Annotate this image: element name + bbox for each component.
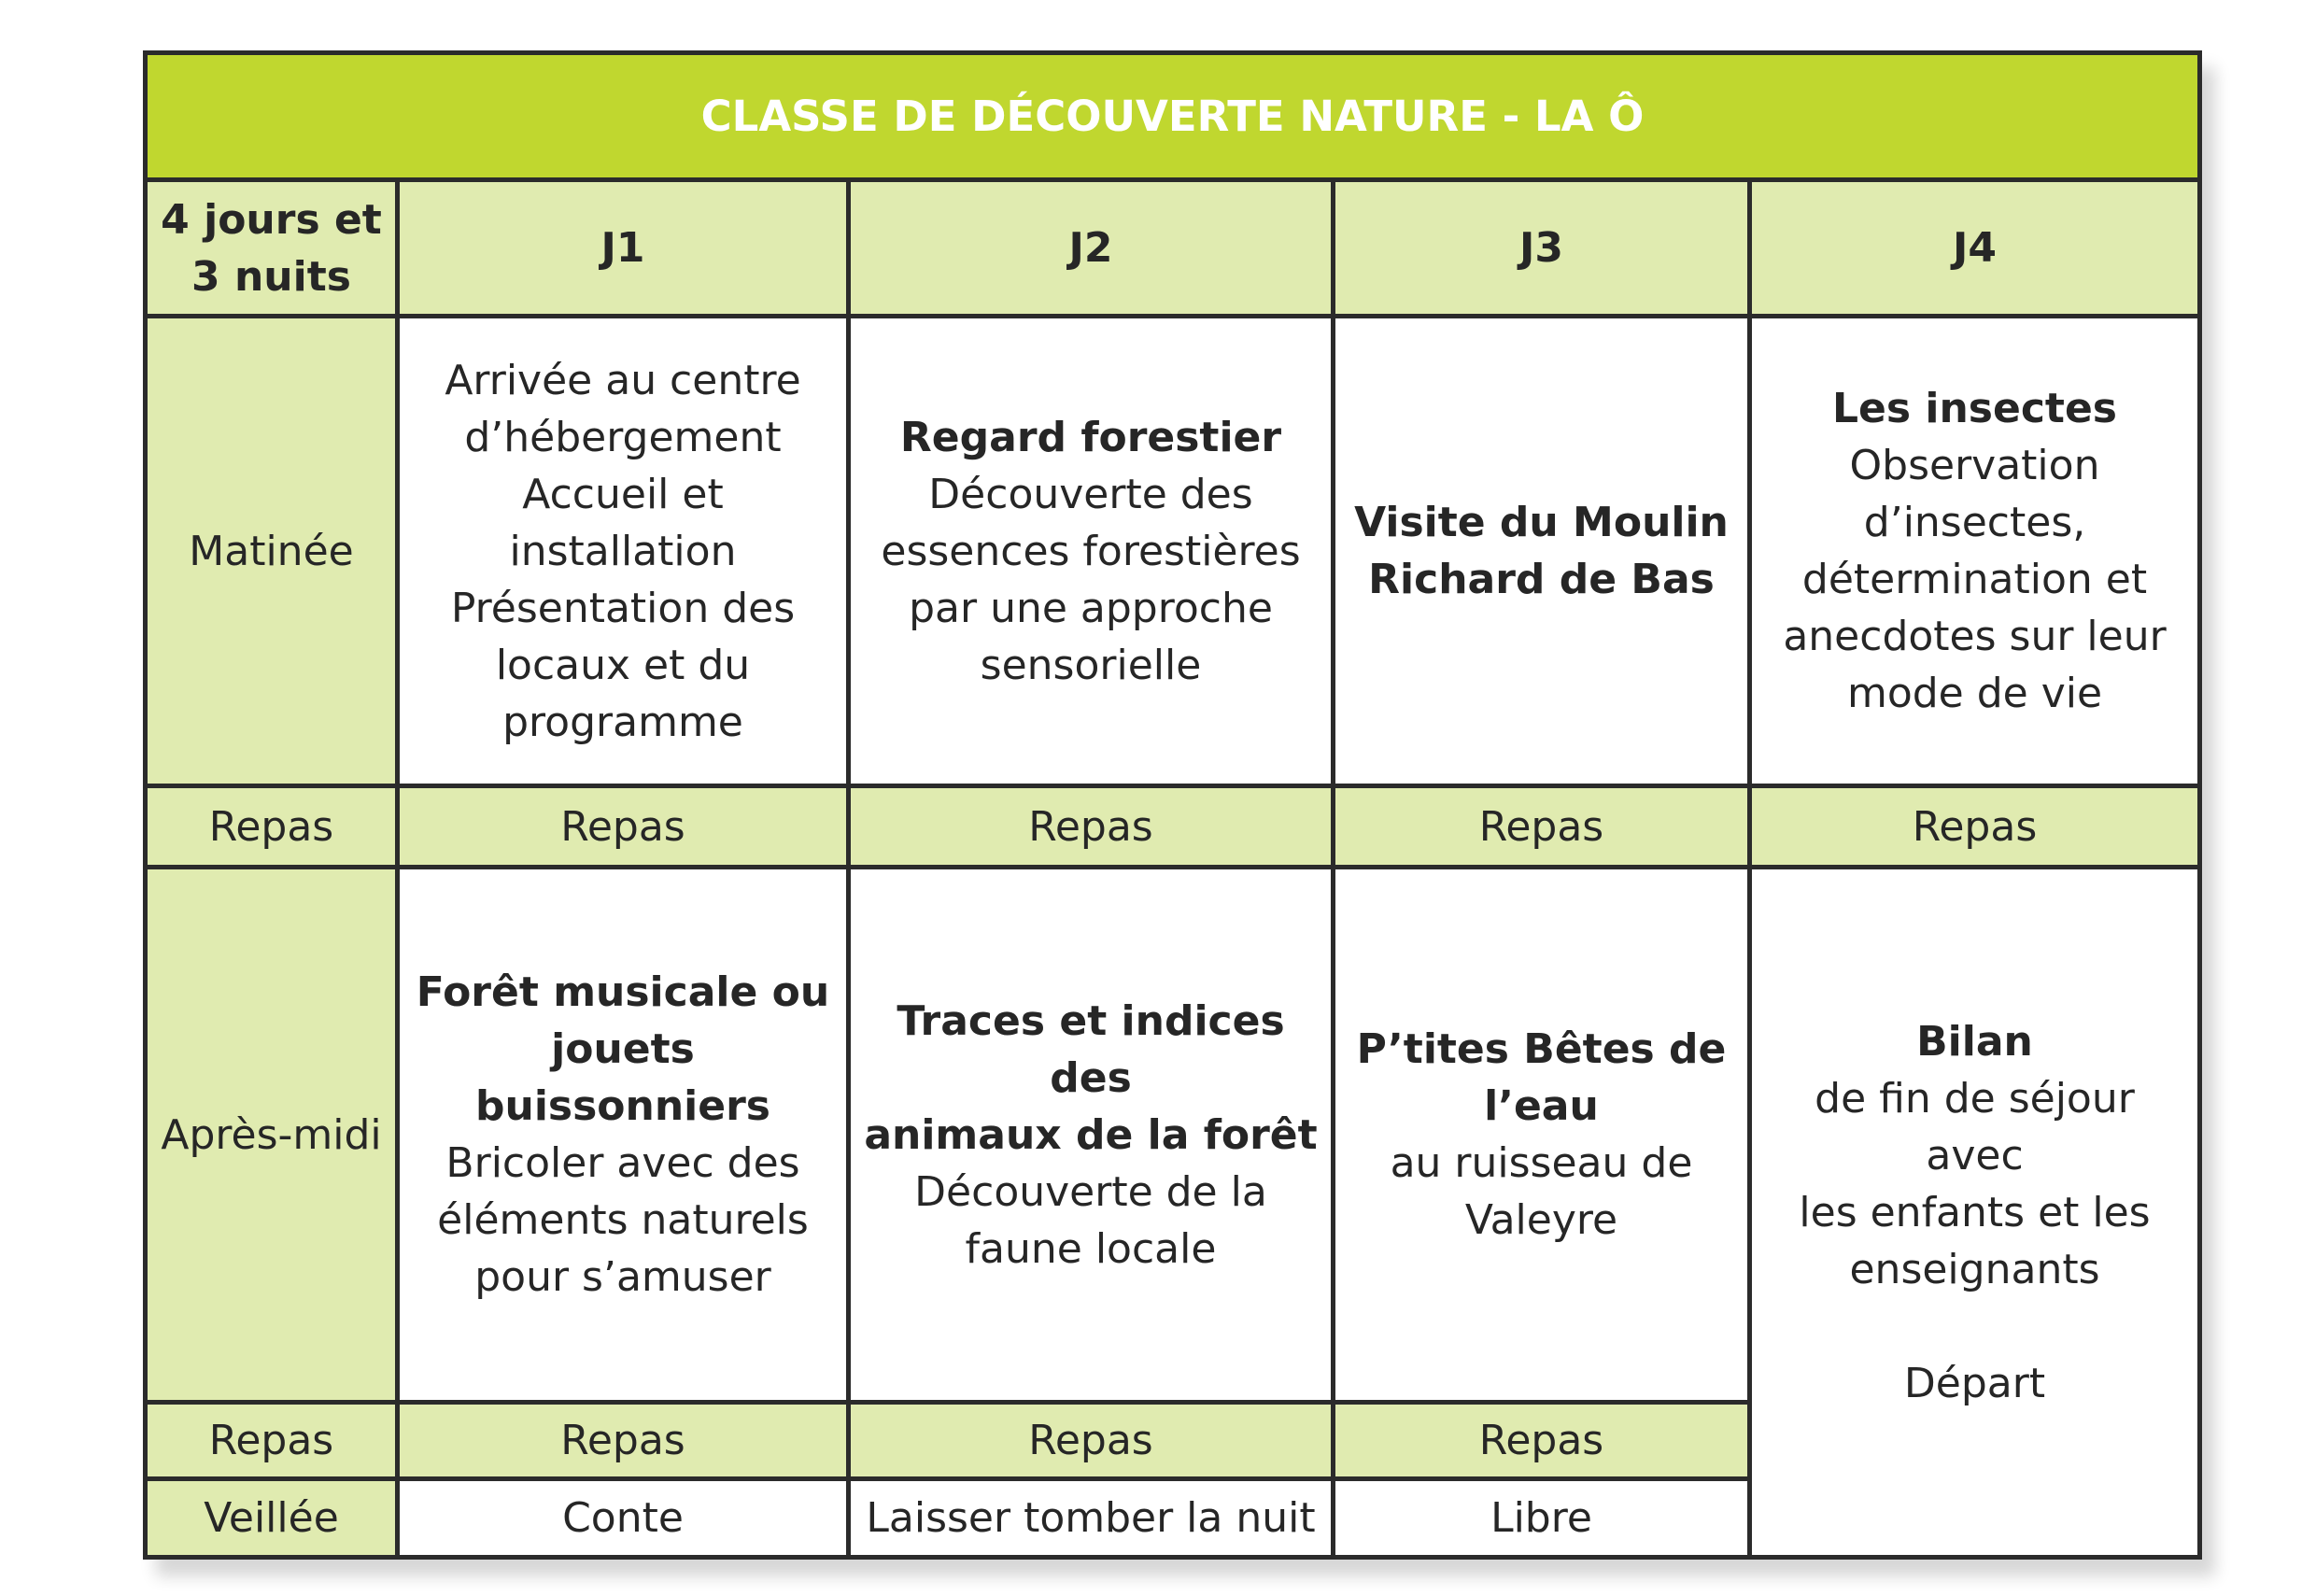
row-label-afternoon: Après-midi — [146, 868, 398, 1403]
meal2-j2: Repas — [849, 1403, 1334, 1479]
meal2-j1: Repas — [398, 1403, 849, 1479]
afternoon-j2-cell: Traces et indices des animaux de la forêt Découverte de la faune locale — [849, 868, 1334, 1403]
morning-j4-cell: Les insectes Observation d’insectes, détermination et anecdotes sur leur mode de vie — [1750, 317, 2200, 786]
header-row — [146, 180, 2200, 317]
duration-header: 4 jours et 3 nuits — [146, 180, 398, 317]
day-header-j2: J2 — [849, 180, 1334, 317]
day-header-j4: J4 — [1750, 180, 2200, 317]
afternoon-j4-cell: Bilan de fin de séjour avec les enfants et les enseignants Départ — [1750, 868, 2200, 1558]
evening-j2: Laisser tomber la nuit — [849, 1479, 1334, 1558]
meal-row-1 — [146, 786, 2200, 868]
afternoon-j3-cell: P’tites Bêtes de l’eau au ruisseau de Valeyre — [1334, 868, 1750, 1403]
evening-j1: Conte — [398, 1479, 849, 1558]
afternoon-j1-cell: Forêt musicale ou jouets buissonniers Bricoler avec des éléments naturels pour s’amuser — [398, 868, 849, 1403]
row-label-evening: Veillée — [146, 1479, 398, 1558]
meal2-j3: Repas — [1334, 1403, 1750, 1479]
evening-j3: Libre — [1334, 1479, 1750, 1558]
title-row — [146, 53, 2200, 180]
row-label-morning: Matinée — [146, 317, 398, 786]
morning-j2-cell: Regard forestier Découverte des essences forestières par une approche sensorielle — [849, 317, 1334, 786]
departure-label: Départ — [1903, 1359, 2046, 1407]
page-title: CLASSE DE DÉCOUVERTE NATURE - LA Ô — [146, 53, 2200, 180]
row-label-meal: Repas — [146, 786, 398, 868]
meal-j1: Repas — [398, 786, 849, 868]
morning-row — [146, 317, 2200, 786]
meal-j4: Repas — [1750, 786, 2200, 868]
morning-j1-cell: Arrivée au centre d’hébergement Accueil et installation Présentation des locaux et du programme — [398, 317, 849, 786]
row-label-meal-2: Repas — [146, 1403, 398, 1479]
afternoon-row — [146, 868, 2200, 1403]
meal-j3: Repas — [1334, 786, 1750, 868]
meal-j2: Repas — [849, 786, 1334, 868]
spacer — [1763, 1298, 2186, 1355]
day-header-j3: J3 — [1334, 180, 1750, 317]
morning-j3-cell: Visite du Moulin Richard de Bas — [1334, 317, 1750, 786]
day-header-j1: J1 — [398, 180, 849, 317]
schedule-table — [143, 50, 2202, 1560]
